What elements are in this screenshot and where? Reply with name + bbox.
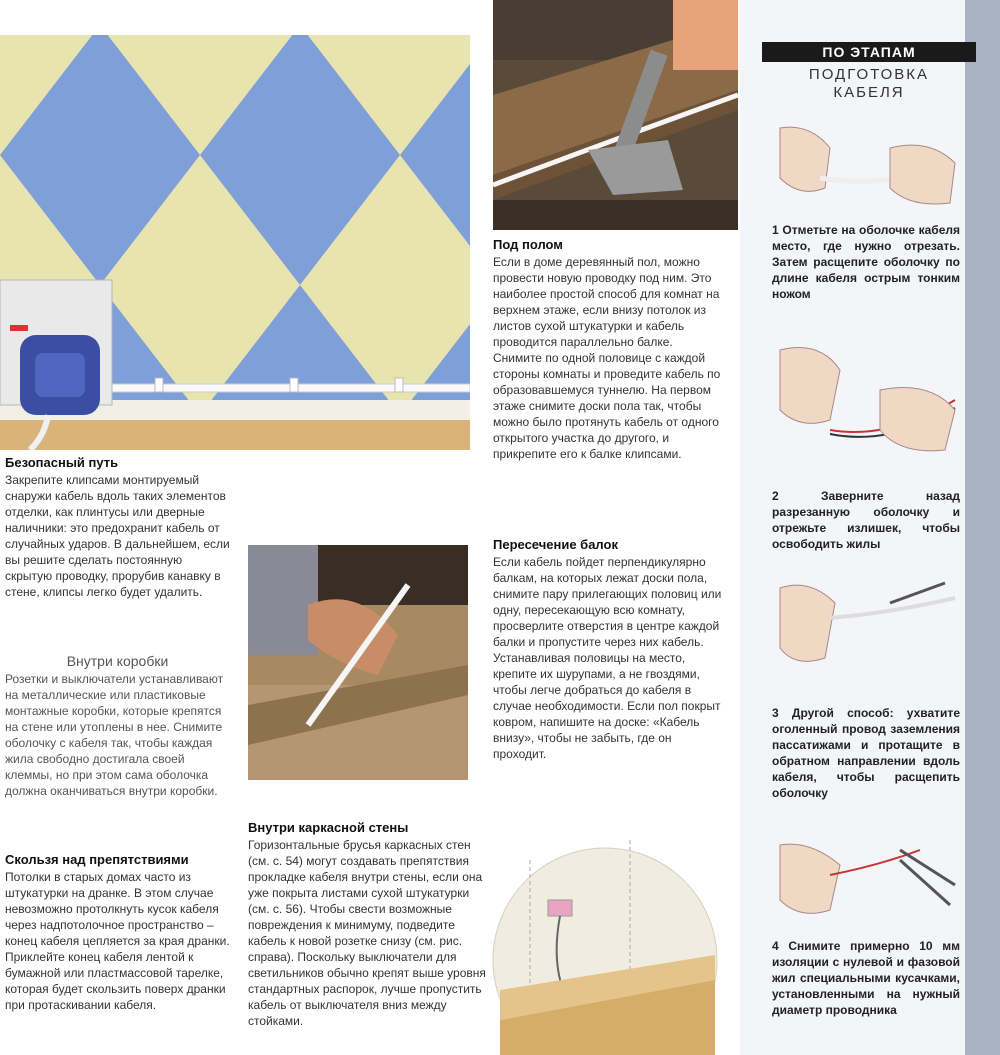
crossing-joists-text: Если кабель пойдет перпендикулярно балкам, на которых лежат доски пола, снимите пару прилегающих половиц или одну, пересекающую всю комнату, просверлите отверстия в центре каждой балки и пропустите через них кабель. Устанавливая половицы на место, крепите их шурупами, а не гвоздями, чтобы легче добраться до кабеля в случае необходимости. Если пол покрыт ковром, напишите на доске: «Кабель внизу», чтобы не забыть, где он проходит. — [493, 555, 722, 761]
section-inside-frame-wall — [248, 820, 486, 1029]
photo-wall-socket — [0, 35, 470, 450]
under-floor-text: Если в доме деревянный пол, можно провести новую проводку под ним. Это наиболее простой способ для комнат на верхнем этаже, если внизу потолок из листов сухой штукатурки и кабель проводится параллельно балке. Снимите по одной половице с каждой стороны комнаты и проведите кабель по образовавшемуся туннелю. На первом этаже снимите доски пола так, чтобы можно было протянуть кабель от одного открытого участка до другого, и прикрепите его к балке клипсами. — [493, 255, 721, 461]
step3-text: 3 Другой способ: ухватите оголенный провод заземления пассатижами и протащите в обратном направлении вдоль кабеля, чтобы расщепить оболочку — [772, 706, 960, 800]
section-inside-box — [5, 653, 230, 799]
sidebar-title-line2: КАБЕЛЯ — [833, 84, 905, 101]
photo-hammer-floor — [493, 0, 738, 230]
step1-text: 1 Отметьте на оболочке кабеля место, где нужно отрезать. Затем расщепите оболочку по длине кабеля острым тонким ножом — [772, 223, 960, 301]
diagram-frame-wall — [490, 820, 720, 1055]
step2-illustration — [770, 330, 960, 460]
inside-frame-wall-text: Горизонтальные брусья каркасных стен (см. с. 54) могут создавать препятствия прокладке кабеля внутри стены, если она уже покрыта листами сухой штукатурки (см. с. 56). Чтобы свести возможные повреждения к минимуму, подведите кабель к новой розетке снизу (см. рис. справа). Поскольку выключатели для светильников обычно крепят выше уровня стандартных распорок, лучше пропустить кабель от выключателя вниз между стойками. — [248, 838, 486, 1028]
crossing-joists-heading: Пересечение балок — [493, 537, 618, 552]
safe-path-heading: Безопасный путь — [5, 455, 119, 470]
section-under-floor — [493, 237, 725, 462]
over-obstacles-heading: Скользя над препятствиями — [5, 852, 189, 867]
section-crossing-joists — [493, 537, 725, 762]
inside-box-heading: Внутри коробки — [66, 653, 169, 669]
photo-hand-cable — [248, 545, 468, 780]
section-over-obstacles — [5, 852, 230, 1013]
step3-illustration — [770, 568, 960, 683]
section-safe-path — [5, 455, 230, 600]
step-by-step-label: ПО ЭТАПАМ — [762, 42, 976, 62]
sidebar-title — [762, 66, 976, 102]
inside-frame-wall-heading: Внутри каркасной стены — [248, 820, 409, 835]
under-floor-heading: Под полом — [493, 237, 563, 252]
step4-illustration — [770, 825, 960, 925]
step4-text: 4 Снимите примерно 10 мм изоляции с нулевой и фазовой жил специальными кусачками, установленными на нужный диаметр проводника — [772, 939, 960, 1017]
safe-path-text: Закрепите клипсами монтируемый снаружи кабель вдоль таких элементов отделки, как плинтусы или дверные наличники: это предохранит кабель от случайных ударов. В дальнейшем, если вы решите сделать постоянную скрытую проводку, прорубив канавку в стене, клипсы легко будет удалить. — [5, 473, 230, 599]
step1-illustration — [770, 118, 960, 213]
over-obstacles-text: Потолки в старых домах часто из штукатурки на дранке. В этом случае невозможно протолкнуть кусок кабеля через надпотолочное пространство – конец кабеля цепляется за края дранки. Приклейте конец кабеля лентой к бумажной или пластмассовой тарелке, которая будет скользить поверх дранки при протаскивании кабеля. — [5, 870, 230, 1012]
inside-box-text: Розетки и выключатели устанавливают на металлические или пластиковые монтажные коробки, которые крепятся на стене или утоплены в нее. Снимите оболочку с кабеля так, чтобы каждая жила свободно достигала своей клеммы, но при этом сама оболочка должна оканчиваться внутри коробки. — [5, 672, 224, 798]
sidebar-title-line1: ПОДГОТОВКА — [808, 66, 930, 83]
sidebar-stripe — [965, 0, 1000, 1055]
step2-text: 2 Заверните назад разрезанную оболочку и отрежьте излишек, чтобы освободить жилы — [772, 489, 960, 551]
